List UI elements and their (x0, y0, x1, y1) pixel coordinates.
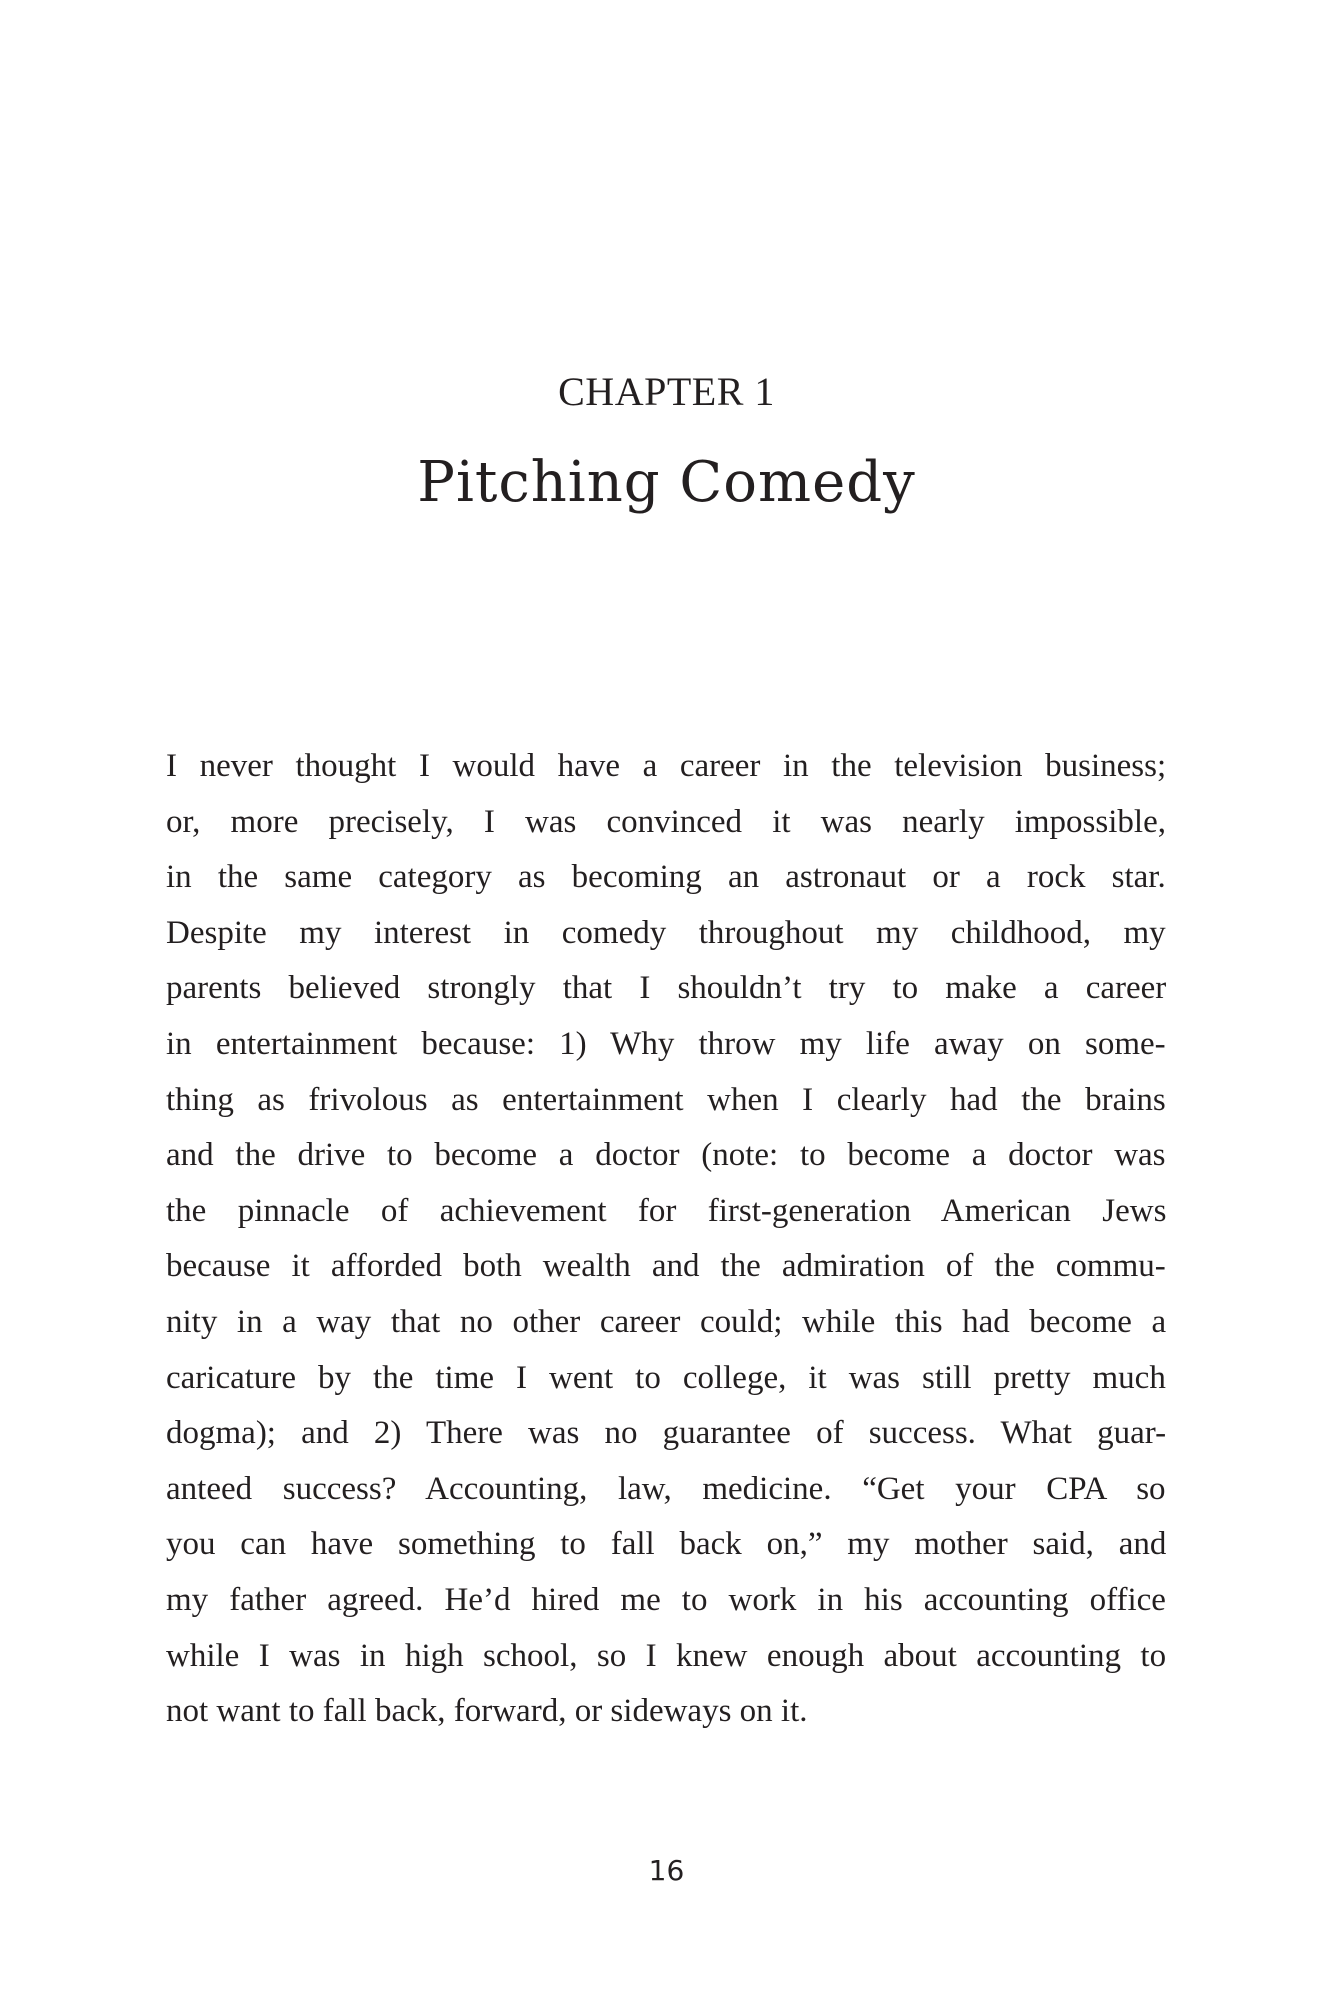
text-line: in the same category as becoming an astronaut or a rock star. (166, 859, 1166, 896)
text-line: anteed success? Accounting, law, medicine. “Get your CPA so (166, 1470, 1166, 1507)
page-number: 16 (648, 1854, 685, 1887)
text-line: in entertainment because: 1) Why throw my life away on some- (166, 1025, 1166, 1062)
text-line: nity in a way that no other career could; while this had become a (166, 1303, 1167, 1340)
text-line: you can have something to fall back on,” my mother said, and (166, 1526, 1167, 1563)
text-line: while I was in high school, so I knew enough about accounting to (166, 1637, 1167, 1674)
text-line: my father agreed. He’d hired me to work in his accounting office (166, 1581, 1166, 1618)
chapter-title: Pitching Comedy (417, 450, 916, 515)
text-line: the pinnacle of achievement for first-generation American Jews (166, 1192, 1167, 1229)
text-line: not want to fall back, forward, or sideways on it. (166, 1693, 808, 1730)
text-line: Despite my interest in comedy throughout my childhood, my (166, 914, 1166, 951)
text-line: I never thought I would have a career in the television business; (166, 748, 1167, 784)
text-line: or, more precisely, I was convinced it was nearly impossible, (166, 803, 1166, 840)
body-paragraph (166, 739, 1166, 1740)
text-line: dogma); and 2) There was no guarantee of success. What guar- (166, 1415, 1167, 1452)
text-line: caricature by the time I went to college, it was still pretty much (166, 1359, 1166, 1396)
text-line: and the drive to become a doctor (note: to become a doctor was (166, 1137, 1166, 1174)
chapter-label: CHAPTER 1 (558, 369, 775, 414)
text-line: because it afforded both wealth and the admiration of the commu- (166, 1248, 1166, 1285)
text-line: thing as frivolous as entertainment when I clearly had the brains (166, 1081, 1166, 1118)
text-line: parents believed strongly that I shouldn’t try to make a career (166, 970, 1167, 1007)
